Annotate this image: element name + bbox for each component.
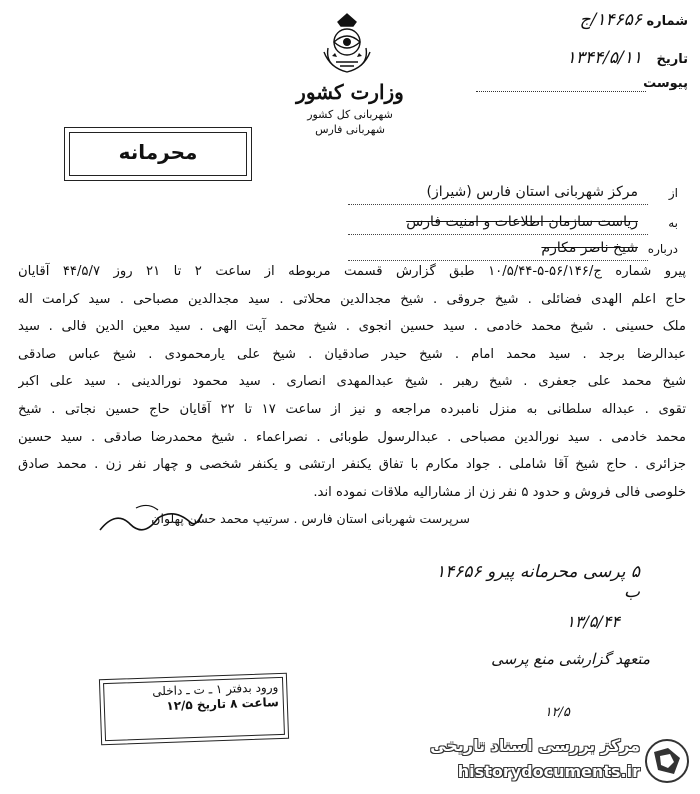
watermark-url: historydocuments.ir <box>457 762 640 781</box>
to-label: به <box>668 216 678 230</box>
ministry-name: وزارت کشور <box>296 80 404 104</box>
number-value: ۱۴۶۵۶/ج <box>579 10 642 30</box>
to-rule <box>348 234 648 235</box>
subject-value: شیخ ناصر مکارم <box>541 240 638 256</box>
receipt-line-2: ساعت ۸ تاریخ ۱۲/۵ <box>166 695 280 713</box>
number-label: شماره <box>646 14 688 29</box>
date-row <box>470 48 690 72</box>
receipt-line-1: ورود بدفتر ۱ ـ ت ـ داخلی <box>152 680 279 699</box>
body-line: ملک حسینی . شیخ محمد خادمی . سید حسین انجوی . شیخ محمد آیت الهی . سید معین الدین فالی . سید <box>18 319 686 335</box>
signature-scribble-icon <box>96 500 206 540</box>
handwritten-note-3: متعهد گزارشی منع پرسی <box>491 650 650 668</box>
receipt-line-3 <box>109 714 279 720</box>
from-rule <box>348 204 648 205</box>
body-line: پیرو شماره ج/۵۶/۱۴۶-۵-۱۰/۵/۴۴ طبق گزارش قسمت مربوطه از ساعت ۲ تا ۲۱ روز ۴۴/۵/۷ آقایان <box>18 264 686 279</box>
ministry-heading <box>290 80 410 136</box>
attachment-dots <box>476 91 646 92</box>
subject-label: درباره <box>647 242 678 256</box>
date-label: تاریخ <box>656 52 688 67</box>
number-row <box>470 10 690 34</box>
receipt-stamp <box>99 673 289 746</box>
body-line: خلوصی فالی فروش و حدود ۵ نفر زن از مشارالیه ملاقات نموده اند. <box>313 484 686 500</box>
letter-body <box>18 258 686 506</box>
body-line: جزائری . حاج شیخ آقا شاملی . جواد مکارم با تفاق یکنفر ارتشی و یکنفر شخصی و چهار نفر زن . محمد صادق <box>18 457 686 473</box>
confidential-stamp <box>64 127 252 181</box>
body-line: حاج اعلم الهدی فضائلی . شیخ جروقی . شیخ مجدالدین محلاتی . سید مجدالدین مصباحی . سید کرامت اله <box>18 291 686 307</box>
attachment-label: پیوست <box>643 76 688 91</box>
to-line <box>348 214 678 236</box>
body-line: شیخ محمد علی جعفری . شیخ رهبر . شیخ عبدالمهدی انصاری . سید محمود نورالدینی . سید علی اکبر <box>18 374 686 390</box>
to-value: ریاست سازمان اطلاعات و امنیت فارس <box>406 214 638 230</box>
ministry-subtitle-1: شهربانی کل کشور <box>307 108 393 121</box>
lion-and-sun-emblem-icon <box>316 12 378 78</box>
archive-logo-icon <box>644 738 690 784</box>
handwritten-note-1: ۵ پرسی محرمانه پیرو ۱۴۶۵۶ ب <box>436 562 640 602</box>
watermark-title: مرکز بررسی اسناد تاریخی <box>430 736 640 755</box>
body-line: محمد خادمی . سید نورالدین مصباحی . عبدالرسول طوبائی . نصراعماء . شیخ محمدرضا صادقی . سید حسین <box>18 429 686 445</box>
handwritten-note-4: ۱۲/۵ <box>544 705 570 720</box>
ministry-subtitle-2: شهربانی فارس <box>315 123 385 136</box>
from-line <box>348 184 678 206</box>
archive-watermark <box>420 734 690 790</box>
date-value: ۱۳۴۴/۵/۱۱ <box>566 48 642 68</box>
body-line: تقوی . عبداله سلطانی به منزل نامبرده مراجعه و نیز از ساعت ۱۷ تا ۲۲ آقایان حاج حسین نجاتی . شیخ <box>18 401 686 417</box>
attachment-row <box>470 72 690 96</box>
confidential-text: محرمانه <box>118 140 198 164</box>
from-value: مرکز شهربانی استان فارس (شیراز) <box>426 184 638 200</box>
handwritten-note-2: ۱۳/۵/۴۴ <box>566 612 620 631</box>
body-line: عبدالرضا برجد . سید محمد امام . شیخ حیدر صادقیان . شیخ علی یارمحمودی . شیخ عباس صادقی <box>18 346 686 362</box>
signatory-line: سرپرست شهربانی استان فارس . سرتیپ محمد حسن پهلوان <box>151 511 470 526</box>
from-label: از <box>668 186 678 200</box>
